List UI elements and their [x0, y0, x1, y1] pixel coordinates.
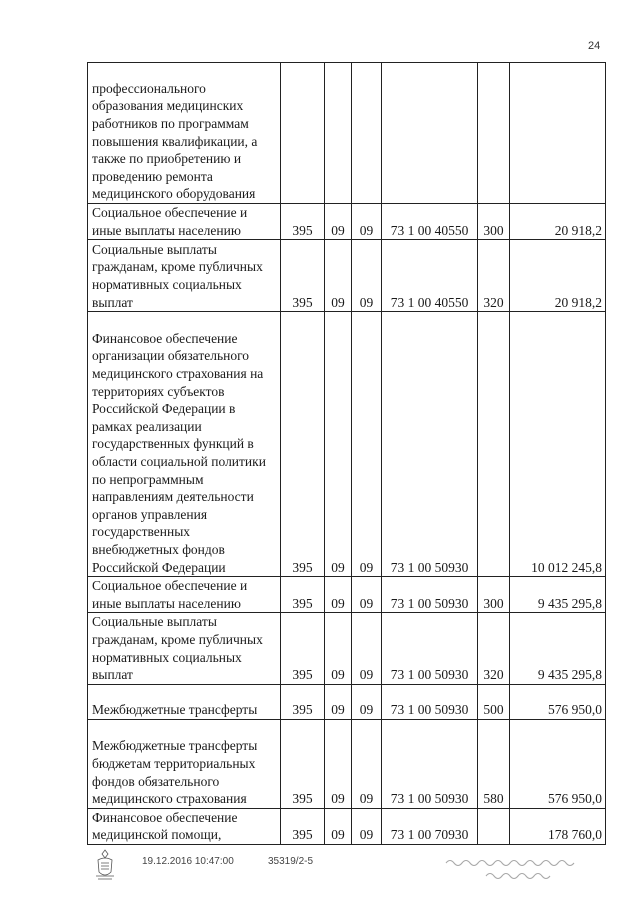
row-name: Социальные выплаты гражданам, кроме публичных нормативных социальных выплат	[88, 240, 281, 312]
ministry-code: 395	[281, 719, 325, 808]
section-code: 09	[325, 240, 352, 312]
row-name: Межбюджетные трансферты	[88, 684, 281, 719]
amount: 178 760,0	[510, 808, 606, 844]
section-code: 09	[325, 684, 352, 719]
amount: 9 435 295,8	[510, 613, 606, 684]
page-number: 24	[588, 40, 601, 52]
amount: 10 012 245,8	[510, 312, 606, 577]
subsection-code: 09	[352, 684, 382, 719]
section-code: 09	[325, 808, 352, 844]
subsection-code: 09	[352, 240, 382, 312]
target-code	[382, 63, 478, 204]
subsection-code: 09	[352, 577, 382, 613]
subsection-code: 09	[352, 204, 382, 240]
target-code: 73 1 00 50930	[382, 312, 478, 577]
expense-type-code: 580	[478, 719, 510, 808]
amount: 9 435 295,8	[510, 577, 606, 613]
amount: 20 918,2	[510, 204, 606, 240]
expense-type-code: 300	[478, 577, 510, 613]
expense-type-code	[478, 312, 510, 577]
subsection-code: 09	[352, 719, 382, 808]
expense-type-code: 500	[478, 684, 510, 719]
seal-icon	[92, 848, 118, 882]
expense-type-code	[478, 808, 510, 844]
row-name: профессионального образования медицинских работников по программам повышения квалификации, а также по приобретению и проведению ремонта медицинского оборудования	[88, 63, 281, 204]
table-row	[88, 684, 606, 719]
ministry-code: 395	[281, 577, 325, 613]
amount: 576 950,0	[510, 684, 606, 719]
expense-type-code	[478, 63, 510, 204]
table-row	[88, 613, 606, 684]
row-name: Финансовое обеспечение организации обязательного медицинского страхования на территориях субъектов Российской Федерации в рамках реализации государственных функций в области социальной политики по непрограммным направлениям деятельности органов управления государственных внебюджетных фондов Российской Федерации	[88, 312, 281, 577]
target-code: 73 1 00 40550	[382, 204, 478, 240]
footer-doc-number: 35319/2-5	[268, 856, 314, 867]
expense-type-code: 320	[478, 240, 510, 312]
amount: 576 950,0	[510, 719, 606, 808]
footer-date: 19.12.2016 10:47:00	[142, 856, 234, 867]
target-code: 73 1 00 40550	[382, 240, 478, 312]
section-code	[325, 63, 352, 204]
subsection-code: 09	[352, 808, 382, 844]
table-row	[88, 719, 606, 808]
expense-type-code: 300	[478, 204, 510, 240]
table-row	[88, 808, 606, 844]
section-code: 09	[325, 204, 352, 240]
ministry-code	[281, 63, 325, 204]
ministry-code: 395	[281, 312, 325, 577]
target-code: 73 1 00 50930	[382, 577, 478, 613]
table-row	[88, 577, 606, 613]
amount	[510, 63, 606, 204]
subsection-code: 09	[352, 613, 382, 684]
target-code: 73 1 00 50930	[382, 684, 478, 719]
ministry-code: 395	[281, 613, 325, 684]
row-name: Социальное обеспечение и иные выплаты населению	[88, 204, 281, 240]
ministry-code: 395	[281, 684, 325, 719]
target-code: 73 1 00 50930	[382, 613, 478, 684]
section-code: 09	[325, 312, 352, 577]
ministry-code: 395	[281, 204, 325, 240]
row-name: Межбюджетные трансферты бюджетам территориальных фондов обязательного медицинского страхования	[88, 719, 281, 808]
amount: 20 918,2	[510, 240, 606, 312]
budget-table	[87, 62, 606, 845]
subsection-code: 09	[352, 312, 382, 577]
table-row	[88, 63, 606, 204]
target-code: 73 1 00 70930	[382, 808, 478, 844]
table-row	[88, 240, 606, 312]
ministry-code: 395	[281, 240, 325, 312]
section-code: 09	[325, 719, 352, 808]
table-row	[88, 312, 606, 577]
ministry-code: 395	[281, 808, 325, 844]
table-row	[88, 204, 606, 240]
office-stamp-icon	[440, 854, 600, 884]
row-name: Финансовое обеспечение медицинской помощи,	[88, 808, 281, 844]
section-code: 09	[325, 577, 352, 613]
expense-type-code: 320	[478, 613, 510, 684]
row-name: Социальные выплаты гражданам, кроме публичных нормативных социальных выплат	[88, 613, 281, 684]
section-code: 09	[325, 613, 352, 684]
page-footer	[0, 856, 640, 886]
target-code: 73 1 00 50930	[382, 719, 478, 808]
subsection-code	[352, 63, 382, 204]
row-name: Социальное обеспечение и иные выплаты населению	[88, 577, 281, 613]
